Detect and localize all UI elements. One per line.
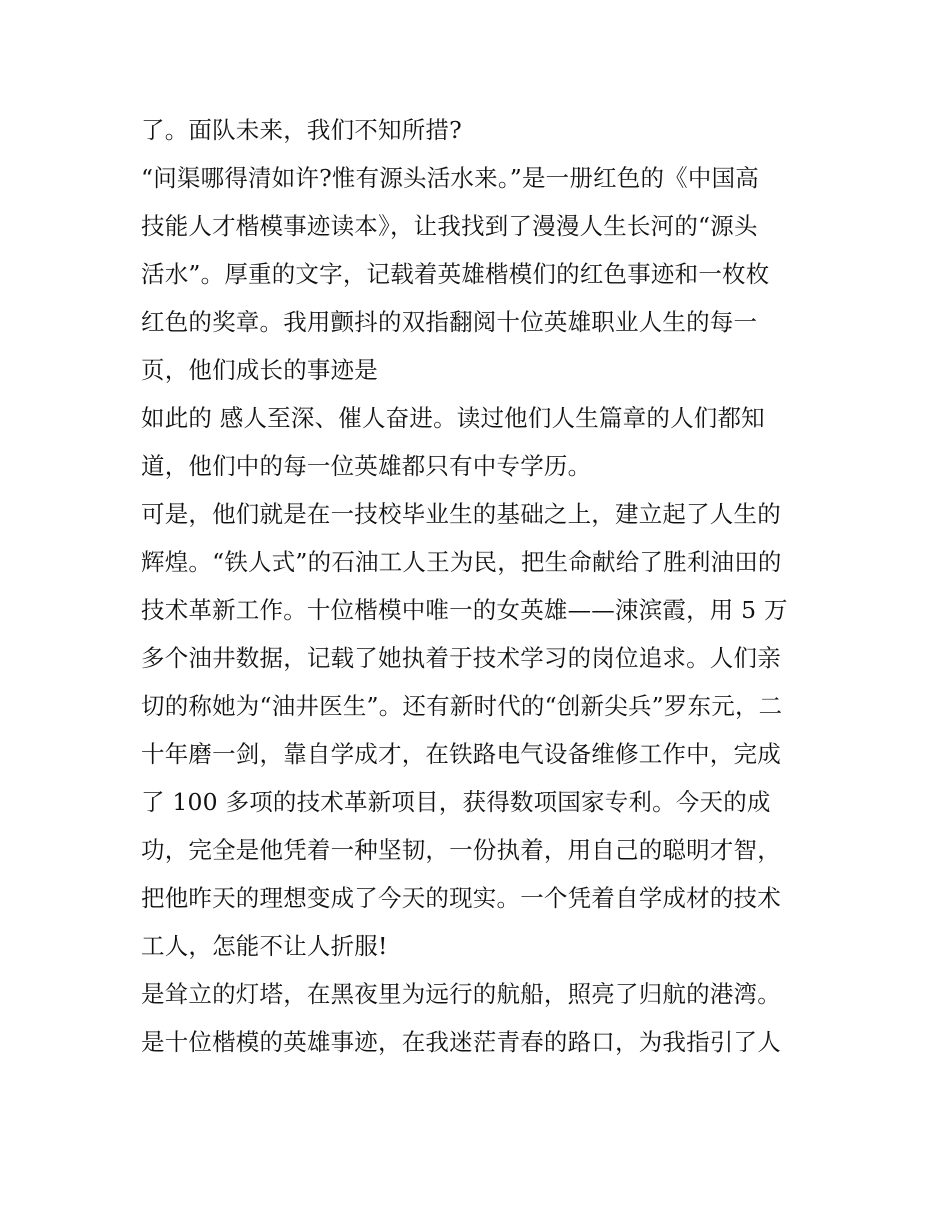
text-line: 道，他们中的每一位英雄都只有中专学历。 (141, 452, 592, 480)
text-line: 多个油井数据，记载了她执着于技术学习的岗位追求。人们亲 (141, 644, 781, 672)
text-line: “问渠哪得清如许?惟有源头活水来。”是一册红色的《中国高 (141, 164, 759, 192)
text-line: 是耸立的灯塔，在黑夜里为远行的航船，照亮了归航的港湾。 (141, 980, 781, 1008)
text-line: 技术革新工作。十位楷模中唯一的女英雄——涑滨霞，用 5 万 (141, 596, 788, 624)
text-line: 可是，他们就是在一技校毕业生的基础之上，建立起了人生的 (141, 500, 781, 528)
text-line: 工人，怎能不让人折服! (141, 932, 388, 960)
text-line: 把他昨天的理想变成了今天的现实。一个凭着自学成材的技术 (141, 884, 781, 912)
text-line: 活水”。厚重的文字，记载着英雄楷模们的红色事迹和一枚枚 (141, 260, 770, 288)
text-line: 切的称她为“油井医生”。还有新时代的“创新尖兵”罗东元，二 (141, 692, 783, 720)
body-text (141, 106, 831, 1066)
text-line: 功，完全是他凭着一种坚韧，一份执着，用自己的聪明才智， (141, 836, 781, 864)
text-line: 辉煌。“铁人式”的石油工人王为民，把生命献给了胜利油田的 (141, 548, 782, 576)
text-line: 是十位楷模的英雄事迹，在我迷茫青春的路口，为我指引了人 (141, 1028, 781, 1056)
text-line: 了。面队未来，我们不知所措? (141, 116, 462, 144)
text-line: 红色的奖章。我用颤抖的双指翻阅十位英雄职业人生的每一 (141, 308, 758, 336)
text-line: 技能人才楷模事迹读本》，让我找到了漫漫人生长河的“源头 (141, 212, 758, 240)
text-line: 了 100 多项的技术革新项目，获得数项国家专利。今天的成 (141, 788, 771, 816)
text-line: 页，他们成长的事迹是 (141, 356, 378, 384)
text-line: 如此的 感人至深、催人奋进。读过他们人生篇章的人们都知 (141, 404, 765, 432)
text-line: 十年磨一剑，靠自学成才，在铁路电气设备维修工作中，完成 (141, 740, 781, 768)
